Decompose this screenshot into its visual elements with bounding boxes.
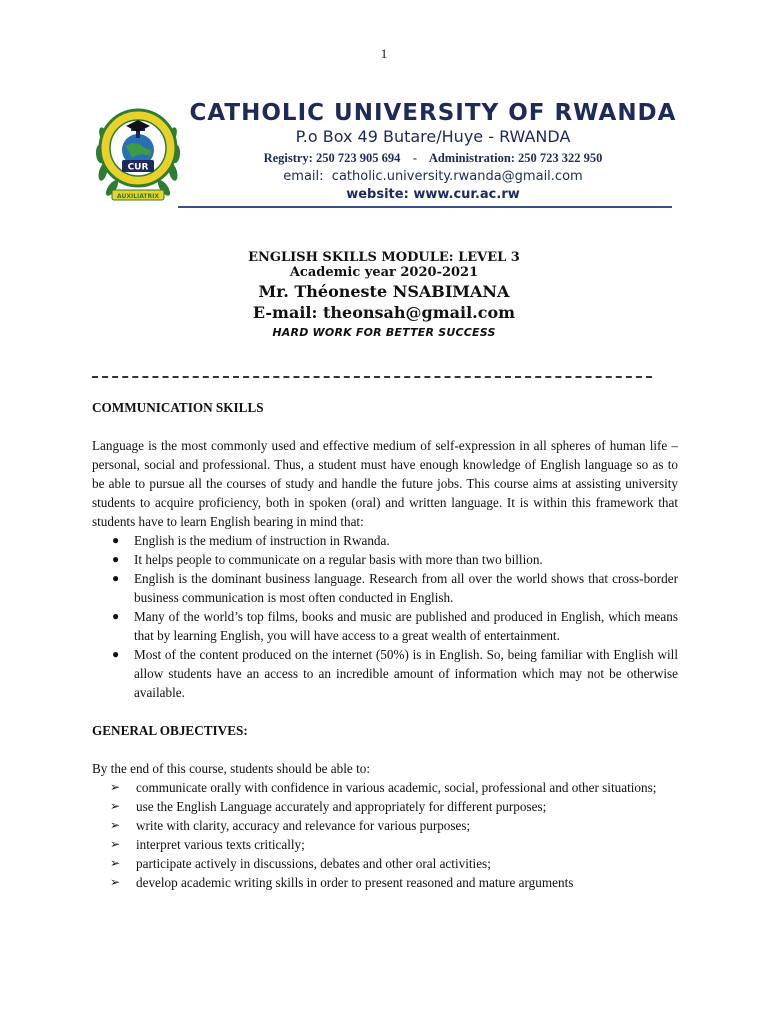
communication-bullet-list (92, 531, 678, 702)
list-item: ● English is the medium of instruction in Rwanda. (112, 533, 390, 548)
module-motto: HARD WORK FOR BETTER SUCCESS (272, 326, 496, 339)
list-item: ● Many of the world’s top films, books and music are published and produced in English, which means that by learning English, you will have access to a great wealth of entertainment. (112, 609, 678, 643)
university-phones: Registry: 250 723 905 694 - Administration: 250 723 322 950 (263, 151, 603, 165)
bullet-icon: ● (112, 571, 120, 585)
university-address: P.o Box 49 Butare/Huye - RWANDA (295, 127, 571, 146)
letterhead (92, 96, 676, 208)
instructor-email: E-mail: theonsah@gmail.com (252, 303, 516, 322)
bullet-icon: ● (112, 533, 120, 547)
list-item: ➢ interpret various texts critically; (110, 837, 305, 852)
list-item: ● Most of the content produced on the internet (50%) is in English. So, being familiar with English will allow students have an access to an incredible amount of information which may not be otherwise available. (112, 647, 678, 700)
bullet-icon: ● (112, 609, 120, 623)
list-item: ➢ develop academic writing skills in order to present reasoned and mature arguments (110, 875, 574, 890)
logo-abbreviation: CUR (127, 162, 149, 173)
instructor-name: Mr. Théoneste NSABIMANA (258, 282, 510, 301)
module-title: ENGLISH SKILLS MODULE: LEVEL 3 (248, 250, 520, 265)
objectives-list (92, 778, 678, 892)
document-body (92, 398, 678, 892)
arrow-bullet-icon: ➢ (110, 875, 121, 889)
objectives-intro: By the end of this course, students should be able to: (92, 761, 370, 776)
communication-intro: Language is the most commonly used and effective medium of self-expression in all spheres of human life – personal, social and professional. Thus, a student must have enough knowledge of English language so as to be able to pursue all the courses of study and handle the future jobs. This course aims at assisting university students to acquire proficiency, both in spoken (oral) and written language. It is within this framework that students have to learn English bearing in mind that: (92, 438, 678, 529)
list-item: ● English is the dominant business language. Research from all over the world shows that cross-border business communication is most often conducted in English. (112, 571, 678, 605)
university-logo (92, 96, 184, 208)
list-item: ➢ use the English Language accurately and appropriately for different purposes; (110, 799, 547, 814)
letterhead-text (188, 96, 678, 202)
academic-year: Academic year 2020-2021 (289, 265, 479, 280)
section-heading-communication: COMMUNICATION SKILLS (92, 400, 264, 415)
arrow-bullet-icon: ➢ (110, 780, 121, 794)
section-heading-objectives: GENERAL OBJECTIVES: (92, 723, 248, 738)
module-header (0, 250, 768, 339)
arrow-bullet-icon: ➢ (110, 799, 121, 813)
list-item: ➢ write with clarity, accuracy and relevance for various purposes; (110, 818, 471, 833)
page-number: 1 (380, 46, 388, 61)
university-website: website: www.cur.ac.rw (346, 187, 520, 202)
arrow-bullet-icon: ➢ (110, 837, 121, 851)
university-name: CATHOLIC UNIVERSITY OF RWANDA (189, 100, 677, 126)
logo-motto: AUXILIATRIX (117, 193, 159, 200)
letterhead-divider (178, 206, 672, 208)
bullet-icon: ● (112, 647, 120, 661)
arrow-bullet-icon: ➢ (110, 856, 121, 870)
bullet-icon: ● (112, 552, 120, 566)
list-item: ● It helps people to communicate on a regular basis with more than two billion. (112, 552, 543, 567)
list-item: ➢ participate actively in discussions, debates and other oral activities; (110, 856, 491, 871)
dashed-divider (92, 376, 652, 378)
university-email: email: catholic.university.rwanda@gmail.com (283, 169, 583, 184)
list-item: ➢ communicate orally with confidence in various academic, social, professional and other situations; (110, 780, 657, 795)
arrow-bullet-icon: ➢ (110, 818, 121, 832)
